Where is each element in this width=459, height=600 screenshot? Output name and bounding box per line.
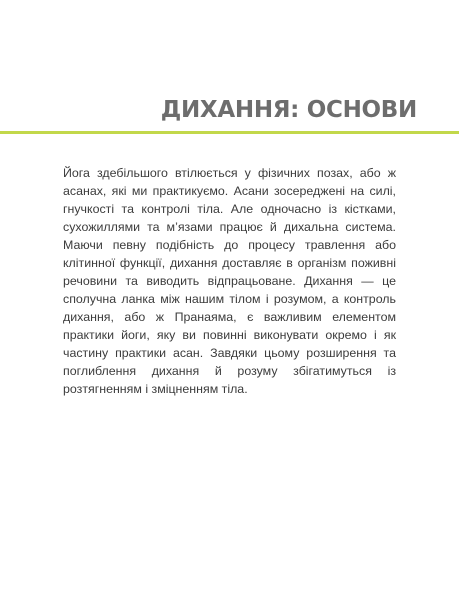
body-paragraph: Йога здебільшого втілюється у фізичних позах, або ж асанах, які ми практикуємо. Асани зосереджені на силі, гнучкості та контролі тіла. Але одночасно із кістками, сухожиллями та м’язами працює й дихальна система. Маючи певну подібність до процесу травлення або клітинної функції, дихання доставляє в організм поживні речовини та виводить відпрацьоване. Дихання — це сполучна ланка між нашим тілом і розумом, а контроль дихання, або ж Пранаяма, є важливим елементом практики йоги, яку ви повинні виконувати окремо і як частину практики асан. Завдяки цьому розширення та поглиблення дихання й розуму збігатимуться із розтягненням і зміцненням тіла. <box>63 166 396 396</box>
page-title: ДИХАННЯ: ОСНОВИ <box>160 97 417 123</box>
title-underline <box>0 131 459 134</box>
